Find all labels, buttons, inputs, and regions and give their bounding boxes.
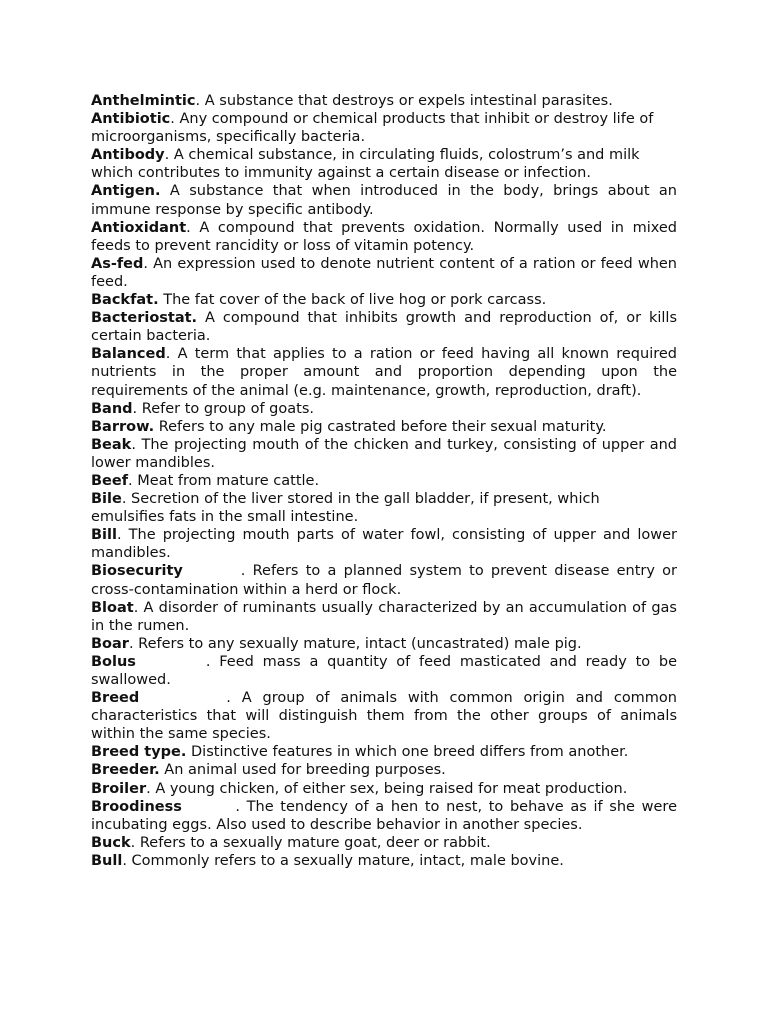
glossary-entry-backfat [91,291,677,309]
glossary-entry-breed: Breed . A group of animals with common origin and common characteristics that will distinguish them from the other groups of animals within the same species. [91,690,682,743]
entry-definition: Commonly refers to a sexually mature, intact, male bovine. [131,852,564,869]
entry-term: Bull [91,852,123,869]
entry-term: Broodiness [91,798,182,815]
glossary-entry-boar: Boar. Refers to any sexually mature, intact (uncastrated) male pig. [91,635,582,652]
entry-term: Buck [91,834,131,851]
entry-definition: Refers to a planned system to prevent disease entry or cross-contamination within a herd or flock. [91,563,682,598]
entry-definition: Distinctive features in which one breed differs from another. [191,744,629,761]
glossary-entry-barrow [91,418,677,436]
entry-definition: Meat from mature cattle. [137,472,320,489]
entry-term: Barrow. [91,418,155,435]
glossary-entry-broiler: Broiler. A young chicken, of either sex, being raised for meat production. [91,780,628,797]
entry-term: Breeder. [91,762,160,779]
glossary-entry-bill: Bill. The projecting mouth parts of water fowl, consisting of upper and lower mandibles. [91,527,677,562]
entry-definition: An animal used for breeding purposes. [164,762,446,779]
entry-term: Bloat [91,599,134,616]
glossary-entry-antibiotic: Antibiotic. Any compound or chemical products that inhibit or destroy life of microorganisms, specifically bacteria. [91,111,654,146]
entry-definition: Feed mass a quantity of feed masticated and ready to be swallowed. [91,653,682,688]
entry-term: Anthelmintic [91,93,196,109]
entry-term: Antibiotic [91,111,171,128]
entry-term: Band [91,400,133,417]
glossary-entry-biosecurity: Biosecurity . Refers to a planned system to prevent disease entry or cross-contamination within a herd or flock. [91,563,682,598]
entry-definition: Refer to group of goats. [141,400,314,417]
entry-definition: A substance that destroys or expels intestinal parasites. [204,93,613,109]
glossary-entry-breed-type [91,743,677,761]
entry-term: Backfat. [91,292,159,309]
entry-definition: A disorder of ruminants usually characterized by an accumulation of gas in the rumen. [91,599,677,634]
entry-definition: A term that applies to a ration or feed having all known required nutrients in the proper amount and proportion depending upon the requirements of the animal (e.g. maintenance, growth, reproduction, draft). [91,346,678,399]
entry-term: Antibody [91,147,165,164]
glossary-entry-bloat: Bloat. A disorder of ruminants usually characterized by an accumulation of gas in the rumen. [91,599,677,634]
entry-definition: Any compound or chemical products that inhibit or destroy life of microorganisms, specifically bacteria. [91,111,654,146]
glossary-entry-antioxidant: Antioxidant. A compound that prevents oxidation. Normally used in mixed feeds to prevent rancidity or loss of vitamin potency. [91,219,677,254]
entry-term: Breed [91,690,140,707]
entry-definition: The projecting mouth of the chicken and turkey, consisting of upper and lower mandibles. [91,436,678,471]
entry-term: Balanced [91,346,166,363]
entry-definition: The projecting mouth parts of water fowl, consisting of upper and lower mandibles. [91,527,677,562]
entry-term: Bolus [91,653,136,670]
entry-term: Beef [91,472,129,489]
glossary-entry-as-fed: As-fed. An expression used to denote nutrient content of a ration or feed when feed. [91,255,677,290]
entry-definition: A chemical substance, in circulating fluids, colostrum’s and milk which contributes to immunity against a certain disease or infection. [91,147,640,182]
entry-term: Bill [91,527,117,544]
glossary-entry-anthelmintic: Anthelmintic. A substance that destroys or expels intestinal parasites. [91,93,613,109]
glossary-entry-bacteriostat [91,309,677,345]
entry-definition: Secretion of the liver stored in the gall bladder, if present, which emulsifies fats in the small intestine. [91,491,600,526]
entry-definition: Refers to any male pig castrated before their sexual maturity. [158,418,607,435]
entry-term: Bacteriostat. [91,310,198,327]
entry-definition: A compound that inhibits growth and reproduction of, or kills certain bacteria. [91,310,678,345]
entry-term: Antigen. [91,183,161,200]
entry-term: Boar [91,635,129,652]
entry-term: Broiler [91,780,147,797]
glossary-entry-breeder [91,761,677,779]
entry-definition: An expression used to denote nutrient content of a ration or feed when feed. [91,255,677,290]
entry-term: Biosecurity [91,563,183,580]
glossary-entry-broodiness: Broodiness . The tendency of a hen to nest, to behave as if she were incubating eggs. Also used to describe behavior in another species. [91,798,682,833]
entry-term: Beak [91,436,132,453]
entry-definition: A substance that when introduced in the body, brings about an immune response by specific antibody. [91,183,677,218]
glossary-entry-antigen [91,182,677,218]
entry-definition: A compound that prevents oxidation. Normally used in mixed feeds to prevent rancidity or loss of vitamin potency. [91,219,677,254]
glossary-entry-buck: Buck. Refers to a sexually mature goat, deer or rabbit. [91,834,491,851]
entry-term: Bile [91,491,122,508]
glossary-entry-balanced: Balanced. A term that applies to a ration or feed having all known required nutrients in the proper amount and proportion depending upon the requirements of the animal (e.g. maintenance, growth, reproduction, draft). [91,346,678,399]
entry-definition: A group of animals with common origin and common characteristics that will distinguish them from the other groups of animals within the same species. [91,690,682,743]
entry-term: Breed type. [91,744,187,761]
glossary-entry-bolus: Bolus . Feed mass a quantity of feed masticated and ready to be swallowed. [91,653,682,688]
glossary-entry-antibody: Antibody. A chemical substance, in circulating fluids, colostrum’s and milk which contributes to immunity against a certain disease or infection. [91,147,640,182]
entry-definition: The fat cover of the back of live hog or pork carcass. [163,292,547,309]
glossary-entry-beak: Beak. The projecting mouth of the chicken and turkey, consisting of upper and lower mandibles. [91,436,678,471]
entry-definition: Refers to any sexually mature, intact (uncastrated) male pig. [138,635,582,652]
glossary-entry-band: Band. Refer to group of goats. [91,400,314,417]
entry-definition: The tendency of a hen to nest, to behave as if she were incubating eggs. Also used to describe behavior in another species. [91,798,682,833]
entry-term: Antioxidant [91,219,187,236]
glossary-entry-bile: Bile. Secretion of the liver stored in the gall bladder, if present, which emulsifies fats in the small intestine. [91,491,600,526]
glossary-entry-bull: Bull. Commonly refers to a sexually mature, intact, male bovine. [91,852,564,869]
entry-term: As-fed [91,255,144,272]
entry-definition: A young chicken, of either sex, being raised for meat production. [155,780,628,797]
glossary-page [91,92,682,870]
glossary-entry-beef: Beef. Meat from mature cattle. [91,472,320,489]
entry-definition: Refers to a sexually mature goat, deer or rabbit. [139,834,491,851]
